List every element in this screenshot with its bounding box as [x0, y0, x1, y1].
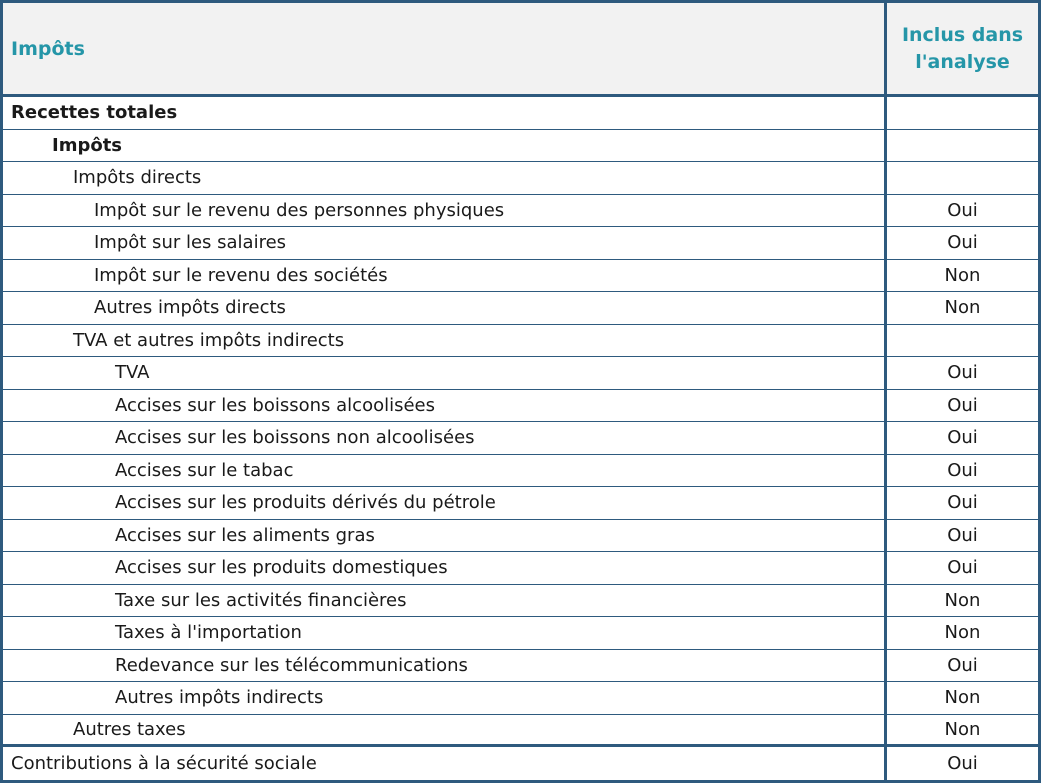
row-value: Oui: [947, 557, 978, 579]
table-row: [3, 390, 1038, 423]
table-row: [3, 130, 1038, 163]
table-row: [3, 650, 1038, 683]
row-value: Oui: [947, 427, 978, 449]
row-value: [887, 130, 1038, 162]
header-taxes: Impôts: [3, 3, 887, 94]
row-label: Taxe sur les activités financières: [3, 585, 887, 617]
row-label: Recettes totales: [3, 97, 887, 129]
row-label: Impôts: [3, 130, 887, 162]
row-value: [887, 97, 1038, 129]
table-row: [3, 162, 1038, 195]
row-label: Contributions à la sécurité sociale: [3, 747, 887, 780]
table-row: [3, 487, 1038, 520]
row-value: Oui: [947, 752, 978, 774]
table-row: [3, 422, 1038, 455]
row-label: Accises sur le tabac: [3, 455, 887, 487]
header-included-line2: l'analyse: [915, 50, 1010, 73]
row-value: Oui: [947, 524, 978, 546]
table-row: [3, 97, 1038, 130]
table-row: [3, 552, 1038, 585]
row-label: Taxes à l'importation: [3, 617, 887, 649]
row-label: Accises sur les produits dérivés du pétrole: [3, 487, 887, 519]
row-label: Redevance sur les télécommunications: [3, 650, 887, 682]
table-row: [3, 227, 1038, 260]
row-label: TVA: [3, 357, 887, 389]
row-label: Accises sur les boissons alcoolisées: [3, 390, 887, 422]
table-row: [3, 747, 1038, 780]
header-included-line1: Inclus dans: [901, 23, 1024, 46]
row-value: Oui: [947, 394, 978, 416]
table-row: [3, 617, 1038, 650]
row-value: Non: [944, 264, 981, 286]
row-value: Oui: [947, 199, 978, 221]
row-value: Oui: [947, 492, 978, 514]
row-label: Impôt sur le revenu des sociétés: [3, 260, 887, 292]
table-body: [0, 97, 1041, 783]
table-row: [3, 455, 1038, 488]
row-label: Accises sur les boissons non alcoolisées: [3, 422, 887, 454]
row-value: Non: [944, 297, 981, 319]
row-value: Non: [944, 718, 981, 740]
row-label: Impôts directs: [3, 162, 887, 194]
row-label: Autres taxes: [3, 715, 887, 745]
table-row: [3, 715, 1038, 748]
row-value: Non: [944, 589, 981, 611]
table-row: [3, 520, 1038, 553]
row-value: Oui: [947, 362, 978, 384]
table-row: [3, 260, 1038, 293]
row-label: Accises sur les produits domestiques: [3, 552, 887, 584]
row-label: TVA et autres impôts indirects: [3, 325, 887, 357]
row-label: Autres impôts directs: [3, 292, 887, 324]
row-value: Non: [944, 687, 981, 709]
table-header: [0, 0, 1041, 97]
table-row: [3, 585, 1038, 618]
header-included: [887, 3, 1038, 94]
row-label: Impôt sur le revenu des personnes physiques: [3, 195, 887, 227]
table-row: [3, 357, 1038, 390]
row-label: Accises sur les aliments gras: [3, 520, 887, 552]
table-row: [3, 195, 1038, 228]
row-value: Oui: [947, 654, 978, 676]
table-row: [3, 292, 1038, 325]
row-value: Oui: [947, 459, 978, 481]
row-label: Impôt sur les salaires: [3, 227, 887, 259]
row-value: [887, 325, 1038, 357]
row-value: [887, 162, 1038, 194]
row-label: Autres impôts indirects: [3, 682, 887, 714]
row-value: Oui: [947, 232, 978, 254]
row-value: Non: [944, 622, 981, 644]
table-row: [3, 682, 1038, 715]
table-row: [3, 325, 1038, 358]
